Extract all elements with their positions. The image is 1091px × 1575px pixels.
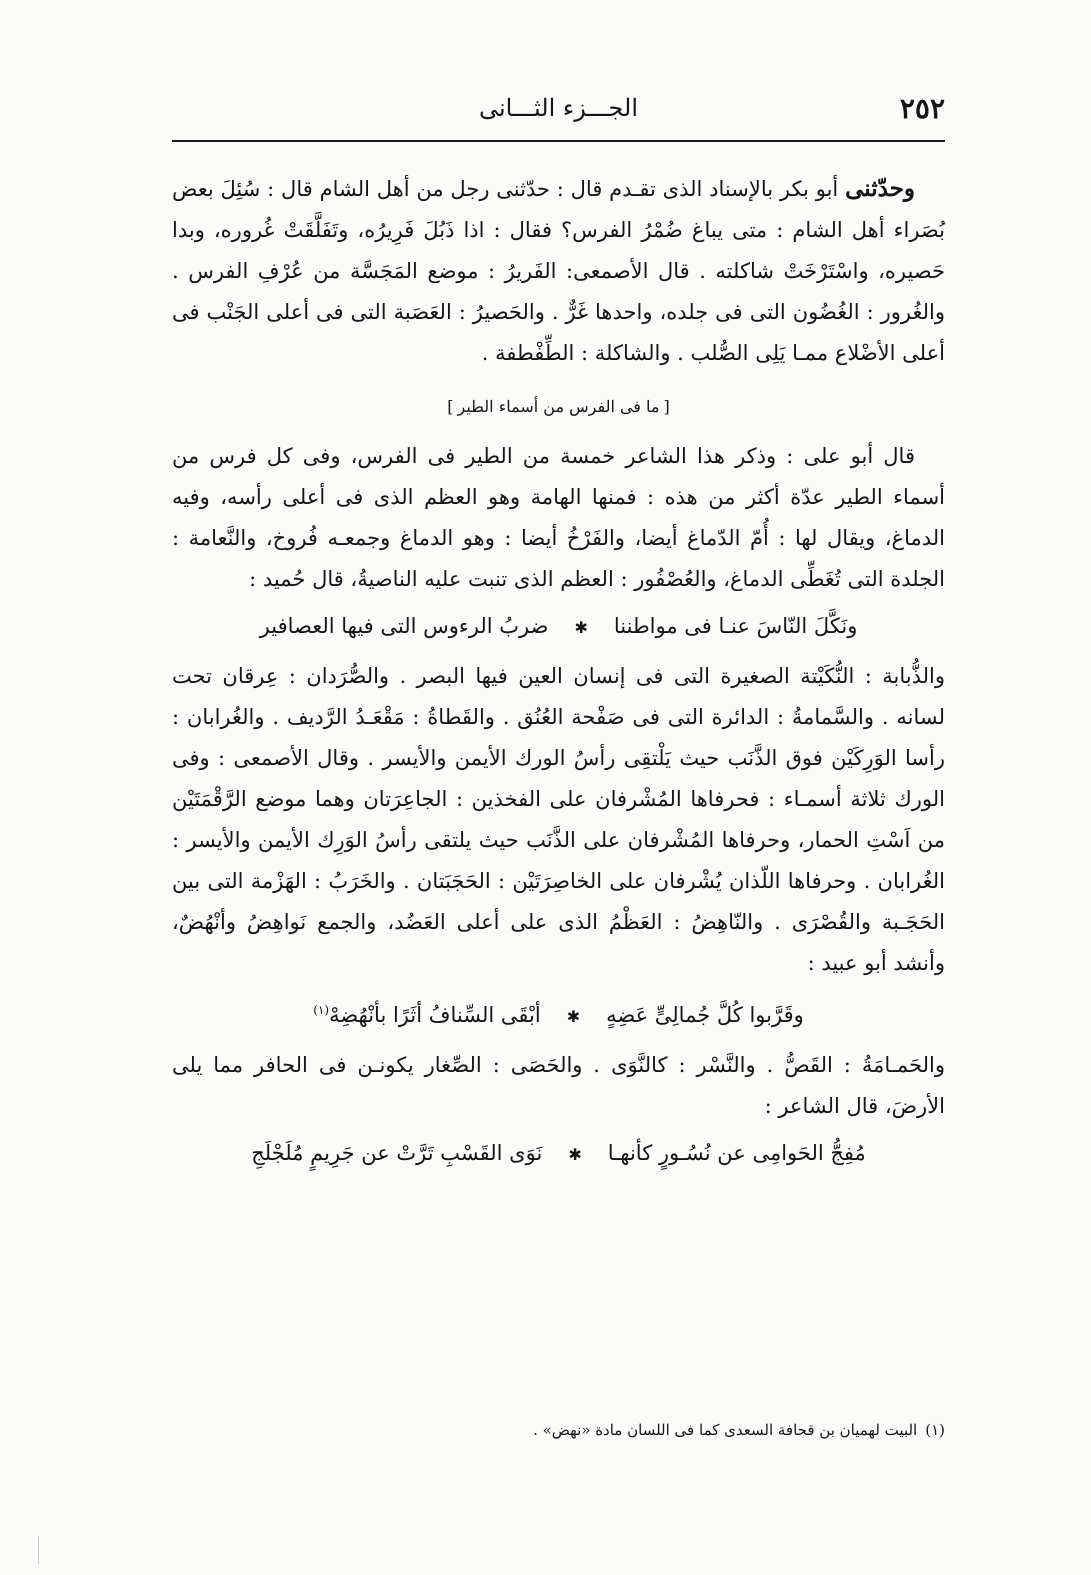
verse-1 [172, 604, 945, 650]
footnote [172, 1418, 945, 1442]
verse-2-second-hemistich: أبْقَى السِّنافُ أثَرًا بأنْهُضِهْ [329, 1003, 541, 1027]
header-rule [172, 140, 945, 142]
paragraph-2: قال أبو على : وذكر هذا الشاعر خمسة من الطير فى الفرس، وفى كل فرس من أسماء الطير عدّة أكثر من هذه : فمنها الهامة وهو العظم الذى فى أعلى رأسه، وفيه الدماغ، ويقال لها : أُمّ الدّماغ أيضا، والفَرْخُ أيضا : وهو الدماغ وجمعـه فُروخ، والنَّعامة : الجلدة التى تُغَطِّى الدماغ، والعُصْفُور : العظم الذى تنبت عليه الناصيةُ، قال حُميد : [172, 444, 945, 591]
verse-3-first-hemistich: مُفِجُّ الحَوامِى عن نُسُـورٍ كأنهـا [607, 1141, 866, 1165]
verse-1-first-hemistich: ونَكَّلَ النّاسَ عنـا فى مواطننا [613, 614, 858, 638]
paragraph-1-text: أبو بكر بالإسناد الذى تقـدم قال : حدّثنى رجل من أهل الشام قال : سُئِلَ بعض بُصَراء أهل الشام : متى يباغ ضُمْرُ الفرس؟ فقال : اذا ذَبُلَ فَرِيرُه، وتَفَلَّقَتْ غُروره، وبدا حَصيره، واسْتَرْخَتْ شاكلته . قال الأصمعى: الفَريرُ : موضع المَجَسَّة من عُرْفِ الفرس . والغُرور : الغُضُون التى فى جلده، واحدها غَرٌّ . والحَصيرُ : العَصَبة التى فى أعلى الجَنْب فى أعلى الأضْلاع ممـا يَلِى الصُّلب . والشاكلة : الطِّفْطفة . [172, 177, 945, 365]
paragraph-lead-word: وحدّثنى [845, 175, 915, 202]
page-number: ٢٥٢ [899, 92, 945, 125]
verse-separator-star: ✱ [568, 1145, 582, 1164]
footnote-reference: (١) [313, 1003, 330, 1017]
footnote-marker: (١) [925, 1421, 945, 1439]
paragraph-1 [172, 168, 945, 374]
verse-2 [172, 988, 945, 1039]
running-head: الجـــزء الثـــانى [478, 94, 639, 122]
section-heading: [ما فى الفرس من أسماء الطير] [447, 397, 670, 416]
verse-3 [172, 1131, 945, 1177]
verse-3-second-hemistich: نَوَى القَسْبِ تَرَّتْ عن جَرِيمٍ مُلَجْلَجِ [251, 1141, 543, 1165]
footnote-text: البيت لهميان بن قحافة السعدى كما فى اللسان مادة «نهض» . [533, 1421, 918, 1439]
section-heading-text: ما فى الفرس من أسماء الطير [457, 397, 660, 416]
paragraph-3: والذُّبابة : النُّكَيْتة الصغيرة التى فى إنسان العين فيها البصر . والصُّرَدان : عِرقان تحت لسانه . والسَّمامةُ : الدائرة التى فى صَفْحة العُنُق . والقَطاةُ : مَقْعَـدُ الرَّديف . والغُرابان : رأسا الوَرِكَيْن فوق الذَّنَب حيث يَلْتقِى رأسُ الورك الأيمن والأيسر . وقال الأصمعى : وفى الورك ثلاثة أسمـاء : فحرفاها المُشْرفان على الفخذين : الجاعِرَتان وهما موضع الرَّقْمَتَيْن من اَسْتِ الحمار، وحرفاها المُشْرفان على الذَّنَب حيث يلتقى رأسُ الوَرِك الأيمن والأيسر : الغُرابان . وحرفاها اللّذان يُشْرفان على الخاصِرَتَيْن : الحَجَبَتان . والخَرَبُ : الهَزْمة التى بين الحَجَـبة والقُصْرَى . والنّاهِضُ : العَظْمُ الذى على أعلى العَضُد، والجمع نَواهِضُ وأنْهُضٌ، وأنشد أبو عبيد : [172, 664, 945, 975]
paragraph-4: والحَمـامَةُ : القَصُّ . والنَّسْر : كالنَّوَى . والحَصَى : الصِّغار يكونـن فى الحافر مما يلى الأرضَ، قال الشاعر : [172, 1053, 945, 1118]
verse-separator-star: ✱ [574, 618, 588, 637]
verse-1-second-hemistich: ضربُ الرءوس التى فيها العصافير [259, 614, 549, 638]
scan-edge-mark [38, 1536, 39, 1564]
page-body [172, 168, 945, 1183]
verse-separator-star: ✱ [566, 1007, 581, 1026]
page-header [172, 92, 945, 142]
verse-2-first-hemistich: وقَرَّبوا كُلَّ جُمالِىٍّ عَضِهٍ [606, 1003, 804, 1027]
